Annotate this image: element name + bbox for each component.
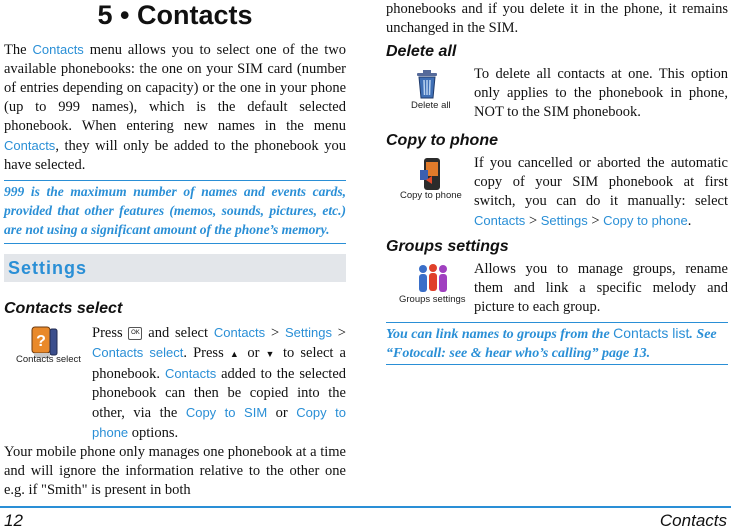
body-text: or (241, 345, 266, 361)
body-text: or (267, 405, 297, 421)
body-text: . (687, 213, 692, 229)
intro-text: The (4, 42, 33, 58)
groups-settings-text: Allows you to manage groups, rename them and link a specific melody and picture to each group. (474, 261, 728, 315)
phonebook-paragraph-cont: phonebooks and if you delete it in the phone, it remains unchanged in the SIM. (386, 1, 728, 36)
delete-all-icon-box (386, 65, 474, 122)
icon-caption: Groups settings (399, 294, 466, 305)
menu-separator: > (265, 325, 285, 341)
copy-to-phone-section (386, 154, 728, 231)
body-text: . Press (183, 345, 230, 361)
copy-to-phone-heading: Copy to phone (386, 132, 498, 149)
body-text: If you cancelled or aborted the automatic copy of your SIM phonebook at first switch, you can do it manually: select (474, 155, 728, 209)
page-footer (0, 506, 731, 530)
note-text: You can link names to groups from the (386, 327, 614, 342)
memory-note: 999 is the maximum number of names and events cards, provided that other features (memos, sounds, pictures, etc.) are not using a significant amount of the phone’s memory. (4, 180, 346, 244)
chapter-name: Contacts (659, 511, 727, 530)
phone-copy-icon (416, 156, 450, 194)
contacts-link: Contacts (32, 42, 84, 57)
contacts-select-text (92, 323, 346, 443)
svg-text:?: ? (36, 333, 46, 350)
phonebook-paragraph: Your mobile phone only manages one phonebook at a time and will ignore the information relative to the other one e.g. if "Smith" is present in both (4, 444, 346, 498)
menu-settings: Settings (540, 213, 588, 228)
contacts-select-heading: Contacts select (4, 300, 123, 317)
body-text: and select (142, 325, 214, 341)
right-column (386, 0, 728, 365)
body-text: Press (92, 325, 129, 341)
icon-caption: Contacts select (16, 354, 81, 365)
left-column (4, 0, 346, 500)
settings-heading: Settings (4, 254, 346, 282)
note-text: . See “Fotocall: see & hear who’s calling” page 13. (386, 327, 717, 361)
body-text: added to the selected phonebook can then be copied into the other, via the (92, 366, 347, 421)
menu-separator: > (331, 325, 346, 341)
groups-icon-box (386, 260, 474, 317)
copy-to-phone-text (474, 154, 728, 231)
menu-separator: > (525, 213, 541, 229)
copy-to-sim-option: Copy to SIM (185, 405, 268, 420)
delete-all-heading: Delete all (386, 43, 457, 60)
trash-icon (412, 67, 442, 101)
menu-contacts: Contacts (213, 325, 266, 340)
page-number: 12 (4, 511, 23, 530)
menu-copy-to-phone: Copy to phone (603, 213, 688, 228)
up-arrow-icon: ▲ (229, 349, 242, 359)
icon-caption: Copy to phone (400, 190, 462, 201)
ok-key-icon: OK (128, 327, 142, 340)
contacts-link: Contacts (4, 138, 56, 153)
contacts-select-section (4, 323, 346, 443)
down-arrow-icon: ▼ (265, 349, 277, 359)
icon-caption: Delete all (411, 100, 451, 111)
contacts-select-icon-box (4, 323, 92, 443)
intro-paragraph (4, 40, 346, 175)
menu-contacts-select: Contacts select (92, 345, 184, 360)
menu-settings: Settings (285, 325, 332, 340)
delete-all-text: To delete all contacts at one. This option only applies to the phonebook in phone, NOT to the SIM phonebook. (474, 66, 728, 120)
groups-settings-heading: Groups settings (386, 238, 509, 255)
copy-to-phone-option: Copy to phone (92, 405, 346, 440)
delete-all-section (386, 65, 728, 122)
groups-icon (414, 262, 464, 296)
copy-to-phone-icon-box (386, 154, 474, 231)
groups-settings-section (386, 260, 728, 317)
contacts-link: Contacts (164, 366, 217, 381)
contacts-list-link: Contacts list (613, 325, 690, 341)
groups-note (386, 322, 728, 365)
menu-separator: > (587, 213, 604, 229)
intro-text: menu allows you to select one of the two available phonebooks: the one on your SIM card (number of entries depending on capacity) or the one in your phone (up to 999 names), which is the default selected phonebook. When entering new names in the menu (4, 42, 346, 134)
page-title: 5 • Contacts (97, 0, 253, 30)
menu-contacts: Contacts (474, 213, 526, 228)
body-text: options. (128, 425, 179, 441)
body-text: to select a phonebook. (92, 345, 346, 382)
intro-text: , they will only be added to the phonebook you have selected. (4, 138, 346, 173)
